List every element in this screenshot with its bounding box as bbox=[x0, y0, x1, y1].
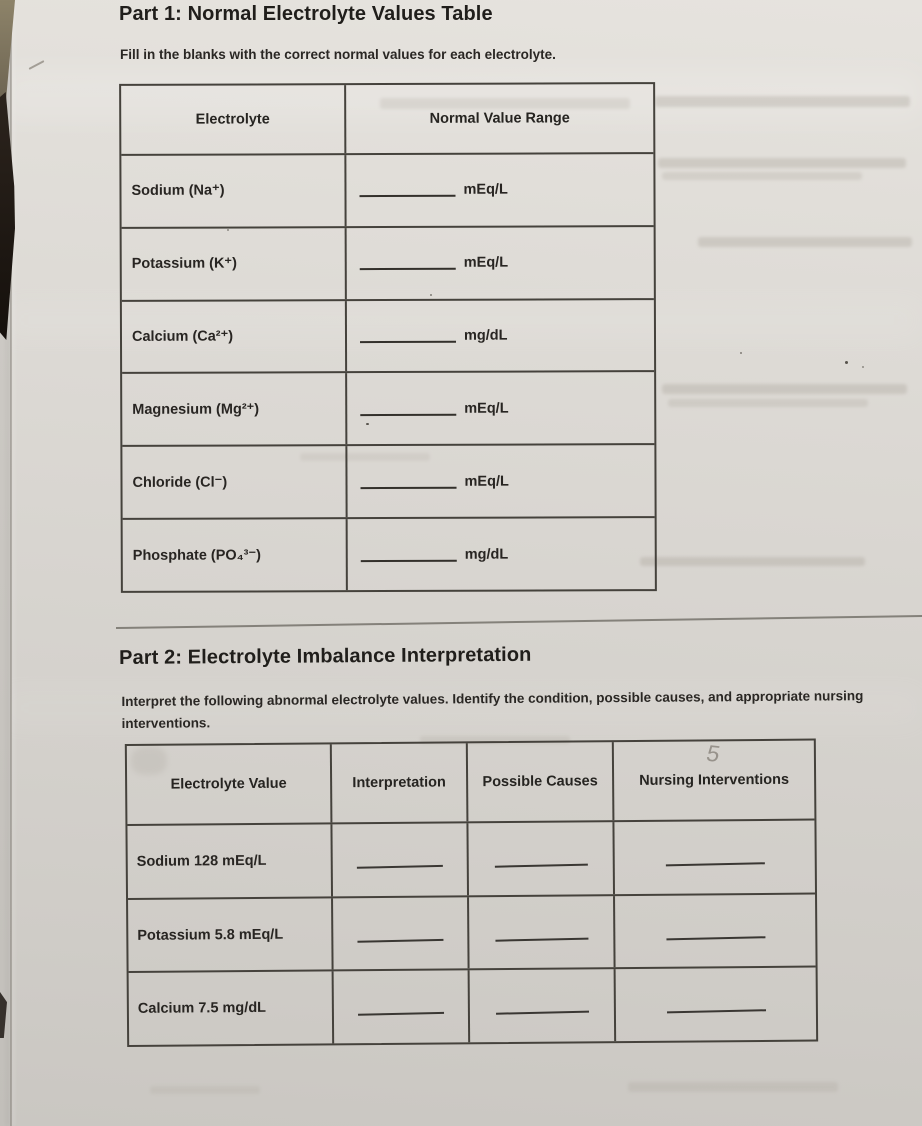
table-row bbox=[127, 819, 815, 898]
value-cell bbox=[348, 518, 655, 590]
column-header-normal-value-range: Normal Value Range bbox=[429, 110, 570, 127]
table-row bbox=[123, 516, 655, 591]
electrolyte-label: Chloride (Cl⁻) bbox=[122, 446, 347, 518]
fill-in-blank-line bbox=[665, 860, 764, 866]
fill-in-blank-line bbox=[357, 863, 443, 869]
column-header-possible-causes: Possible Causes bbox=[468, 742, 615, 821]
column-header-electrolyte: Electrolyte bbox=[121, 85, 346, 154]
part2-title: Part 2: Electrolyte Imbalance Interpretation bbox=[119, 643, 532, 670]
interpretation-cell bbox=[333, 897, 470, 970]
part2-instructions: Interpret the following abnormal electrolyte values. Identify the condition, possible causes, and appropriate nursing interventions. bbox=[121, 688, 864, 731]
electrolyte-label: Calcium (Ca²⁺) bbox=[122, 301, 347, 373]
unit-label: mEq/L bbox=[464, 400, 509, 417]
table-row bbox=[122, 298, 654, 373]
fill-in-blank-line bbox=[360, 339, 456, 343]
table-header-row bbox=[127, 741, 815, 824]
column-header-electrolyte-value: Electrolyte Value bbox=[127, 744, 333, 824]
possible-causes-cell bbox=[468, 822, 615, 895]
unit-label: mg/dL bbox=[463, 327, 508, 344]
fill-in-blank-line bbox=[666, 1007, 765, 1013]
fill-in-blank-line bbox=[666, 934, 765, 940]
possible-causes-cell bbox=[469, 896, 616, 969]
imbalance-interpretation-table bbox=[125, 739, 818, 1047]
handwritten-mark: 5 bbox=[704, 739, 723, 767]
electrolyte-value-label: Calcium 7.5 mg/dL bbox=[129, 972, 335, 1045]
unit-label: mEq/L bbox=[463, 181, 508, 199]
nursing-interventions-cell bbox=[614, 821, 815, 894]
unit-label: mg/dL bbox=[464, 546, 509, 563]
electrolyte-label: Potassium (K⁺) bbox=[122, 228, 347, 300]
table-header-row bbox=[121, 84, 653, 154]
part2-section bbox=[0, 635, 922, 1126]
fill-in-blank-line bbox=[495, 935, 588, 941]
electrolyte-value-label: Potassium 5.8 mEq/L bbox=[128, 898, 334, 971]
fill-in-blank-line bbox=[360, 266, 456, 270]
interpretation-cell bbox=[334, 971, 471, 1044]
value-cell bbox=[347, 373, 654, 445]
fill-in-blank-line bbox=[360, 412, 456, 416]
unit-label: mEq/L bbox=[463, 254, 509, 271]
possible-causes-cell bbox=[470, 969, 617, 1042]
part1-instructions: Fill in the blanks with the correct normal values for each electrolyte. bbox=[120, 47, 556, 62]
electrolyte-label: Magnesium (Mg²⁺) bbox=[122, 374, 347, 446]
value-cell bbox=[346, 154, 653, 226]
table-row bbox=[128, 892, 816, 971]
fill-in-blank-line bbox=[495, 1009, 588, 1015]
table-row bbox=[122, 371, 654, 446]
table-row bbox=[122, 443, 654, 518]
table-row bbox=[121, 152, 653, 227]
fill-in-blank-line bbox=[494, 862, 587, 868]
column-header-nursing-interventions: Nursing Interventions bbox=[639, 771, 790, 789]
fill-in-blank-line bbox=[361, 557, 457, 561]
table-row bbox=[122, 225, 654, 300]
nursing-interventions-cell bbox=[616, 968, 817, 1041]
normal-values-table bbox=[119, 82, 657, 593]
electrolyte-value-label: Sodium 128 mEq/L bbox=[127, 824, 333, 897]
fill-in-blank-line bbox=[361, 484, 457, 488]
nursing-interventions-cell bbox=[615, 894, 816, 967]
value-cell bbox=[347, 227, 654, 299]
fill-in-blank-line bbox=[357, 936, 443, 942]
value-cell bbox=[347, 300, 654, 372]
part1-title: Part 1: Normal Electrolyte Values Table bbox=[119, 3, 493, 25]
value-cell bbox=[347, 445, 654, 517]
column-header-interpretation: Interpretation bbox=[332, 743, 469, 822]
fill-in-blank-line bbox=[358, 1010, 444, 1016]
electrolyte-label: Sodium (Na⁺) bbox=[121, 155, 346, 227]
unit-label: mEq/L bbox=[464, 473, 509, 490]
table-row bbox=[129, 966, 817, 1045]
fill-in-blank-line bbox=[359, 193, 455, 197]
electrolyte-label: Phosphate (PO₄³⁻) bbox=[123, 519, 348, 591]
interpretation-cell bbox=[332, 823, 469, 896]
section-divider-line bbox=[116, 615, 922, 629]
